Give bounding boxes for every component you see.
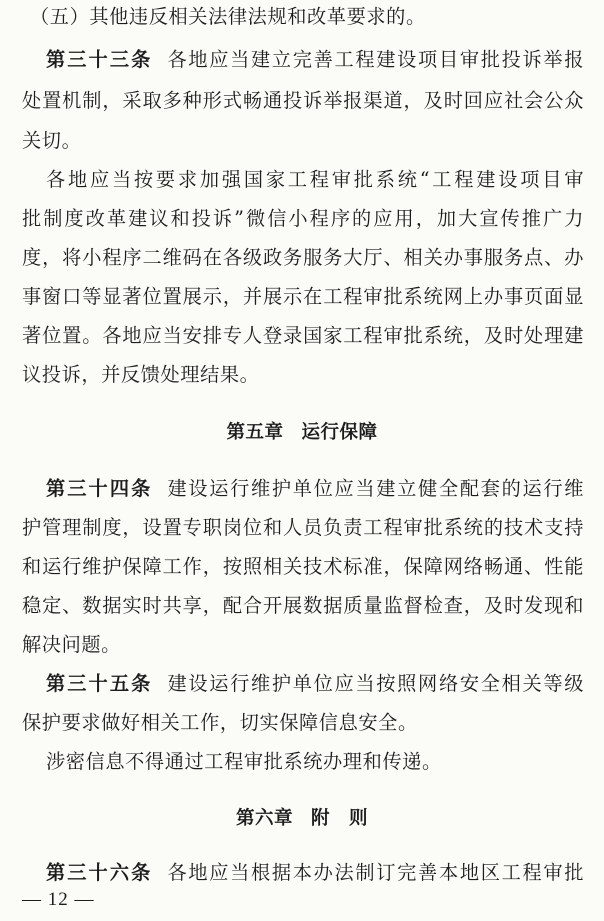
article-number: 第三十四条 [46,477,153,500]
text-line [22,206,584,232]
text-line [22,323,584,349]
article-number: 第三十五条 [46,672,153,695]
line-text: 建设运行维护单位应当建立健全配套的运行维 [166,477,585,500]
article-number: 第三十六条 [46,861,153,884]
article-34-first-line [46,476,584,502]
article-number: 第三十三条 [46,48,153,71]
text-line [22,245,584,271]
text-line [22,284,584,310]
line-text: 关切。 [22,129,82,152]
line-text: 保护要求做好相关工作，切实保障信息安全。 [22,711,418,734]
article-35-first-line [46,671,584,697]
text-line [22,88,584,114]
chapter-number: 第六章 [235,808,293,829]
line-text: 各地应当按要求加强国家工程审批系统“工程建设项目审 [46,168,584,191]
article-33-first-line [46,47,584,73]
line-text: 批制度改革建议和投诉”微信小程序的应用，加大宣传推广力 [22,207,584,230]
line-text: 解决问题。 [22,633,121,656]
line-text: 各地应当建立完善工程建设项目审批投诉举报 [166,48,585,71]
line-text: 处置机制，采取多种形式畅通投诉举报渠道，及时回应社会公众 [22,89,584,112]
line-text: 议投诉，并反馈处理结果。 [22,363,260,386]
text-line [22,593,584,619]
line-text: 各地应当根据本办法制订完善本地区工程审批 [166,861,585,884]
article-36-first-line [46,860,584,886]
text-line [22,515,584,541]
line-text: （五）其他违反相关法律法规和改革要求的。 [30,5,426,28]
text-line [22,632,584,658]
line-text: 度，将小程序二维码在各级政务服务大厅、相关办事服务点、办 [22,246,584,269]
line-text: 稳定、数据实时共享，配合开展数据质量监督检查，及时发现和 [22,594,584,617]
line-text: 著位置。各地应当安排专人登录国家工程审批系统，及时处理建 [22,324,584,347]
line-text: 和运行维护保障工作，按照相关技术标准，保障网络畅通、性能 [22,555,584,578]
chapter-title: 附 则 [311,808,369,829]
text-line [22,710,584,736]
text-line [46,167,584,193]
text-line [22,362,584,388]
line-text: 事窗口等显著位置展示，并展示在工程审批系统网上办事页面显 [22,285,584,308]
chapter-number: 第五章 [226,422,284,443]
line-text: 涉密信息不得通过工程审批系统办理和传递。 [46,750,442,773]
text-line [46,749,584,775]
page-number: — 12 — [22,889,95,910]
line-text: 护管理制度，设置专职岗位和人员负责工程审批系统的技术支持 [22,516,584,539]
chapter-six-heading [0,806,604,832]
chapter-five-heading [0,420,604,446]
text-line [22,128,584,154]
text-line [22,554,584,580]
text-line [30,4,584,30]
line-text: 建设运行维护单位应当按照网络安全相关等级 [166,672,585,695]
chapter-title: 运行保障 [301,422,378,443]
